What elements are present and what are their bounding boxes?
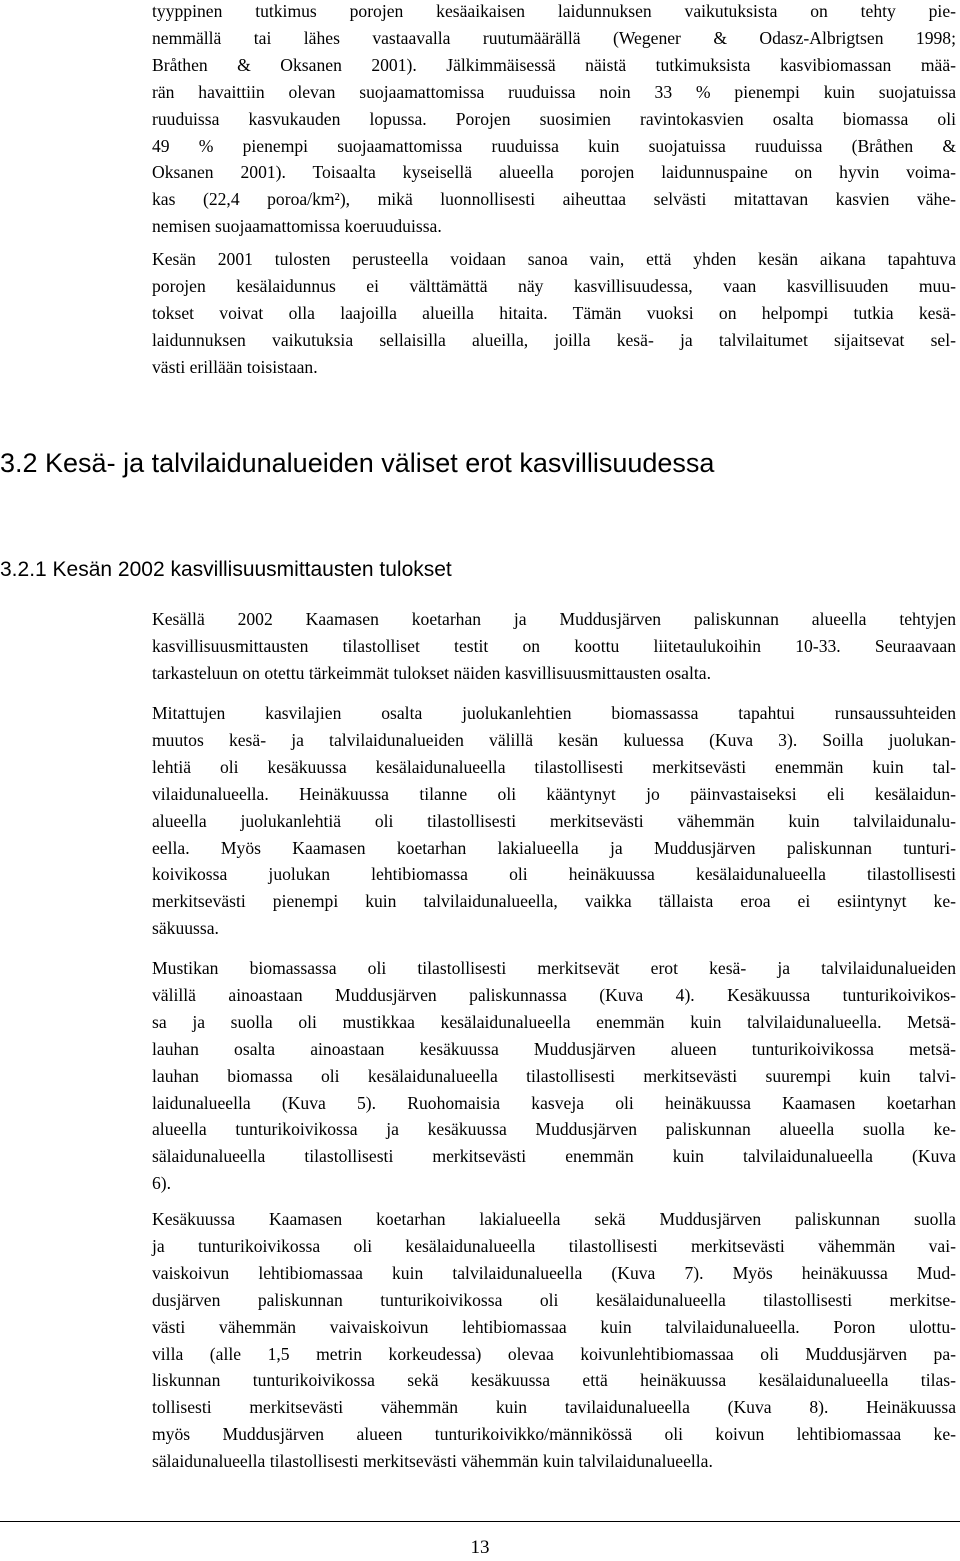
paragraph-line: nemisen suojaamattomissa koeruuduissa. — [152, 216, 442, 237]
paragraph-line: välillä ainoastaan Muddusjärven paliskunnassa (Kuva 4). Kesäkuussa tunturikoivikos- — [152, 984, 956, 1005]
paragraph-bog-bilberry — [152, 700, 956, 942]
paragraph-line: lauhan biomassa oli kesälaidunalueella tilastollisesti merkitsevästi suurempi kuin talvi- — [152, 1065, 956, 1086]
paragraph-line: Mustikan biomassassa oli tilastollisesti merkitsevät erot kesä- ja talvilaidunalueiden — [152, 958, 956, 978]
paragraph-line: säkuussa. — [152, 918, 219, 939]
paragraph-line: 49 % pienempi suojaamattomissa ruuduissa kuin suojatuissa ruuduissa (Bråthen & — [152, 135, 956, 156]
paragraph-summer-2001-results — [152, 246, 956, 381]
paragraph-line: vilaidunalueella. Heinäkuussa tilanne oli kääntynyt jo päinvastaiseksi eli kesälaidun- — [152, 783, 956, 804]
paragraph-line: 6). — [152, 1173, 172, 1194]
paragraph-line: nemmällä tai lähes vastaavalla ruutumäärällä (Wegener & Odasz-Albrigtsen 1998; — [152, 27, 956, 48]
paragraph-line: Bråthen & Oksanen 2001). Jälkimmäisessä näistä tutkimuksista kasvibiomassan mää- — [152, 54, 956, 75]
paragraph-line: alueella tunturikoivikossa ja kesäkuussa Muddusjärven paliskunnan alueella suolla ke- — [152, 1119, 956, 1140]
section-heading: 3.2 Kesä- ja talvilaidunalueiden väliset erot kasvillisuudessa — [0, 448, 715, 478]
paragraph-dwarf-birch — [152, 1206, 956, 1475]
paragraph-bilberry — [152, 955, 956, 1197]
paragraph-line: laidunalueella (Kuva 5). Ruohomaisia kasveja oli heinäkuussa Kaamasen koetarhan — [152, 1092, 956, 1113]
paragraph-line: Kesällä 2002 Kaamasen koetarhan ja Muddusjärven paliskunnan alueella tehtyjen — [152, 609, 956, 629]
paragraph-line: tollisesti merkitsevästi vähemmän kuin tavilaidunalueella (Kuva 8). Heinäkuussa — [152, 1397, 956, 1418]
subsection-heading: 3.2.1 Kesän 2002 kasvillisuusmittausten tulokset — [0, 558, 452, 581]
paragraph-line: sa ja suolla oli mustikkaa kesälaidunalueella enemmän kuin talvilaidunalueella. Metsä- — [152, 1011, 956, 1032]
paragraph-line: västi vähemmän vaivaiskoivun lehtibiomassaa kuin talvilaidunalueella. Poron ulottu- — [152, 1316, 956, 1337]
paragraph-line: tarkasteluun on otettu tärkeimmät tulokset näiden kasvillisuusmittausten osalta. — [152, 662, 711, 683]
paragraph-line: ruuduissa kasvukauden lopussa. Porojen suosimien ravintokasvien osalta biomassa oli — [152, 108, 956, 129]
paragraph-line: muutos kesä- ja talvilaidunalueiden välillä kesän kuluessa (Kuva 3). Soilla juolukan- — [152, 729, 956, 750]
paragraph-line: sälaidunalueella tilastollisesti merkitsevästi vähemmän kuin talvilaidunalueella. — [152, 1451, 713, 1472]
paragraph-line: ja tunturikoivikossa oli kesälaidunalueella tilastollisesti merkitsevästi vähemmän vai- — [152, 1235, 956, 1256]
paragraph-line: Kesän 2001 tulosten perusteella voidaan sanoa vain, että yhden kesän aikana tapahtuva — [152, 249, 956, 269]
paragraph-line: sälaidunalueella tilastollisesti merkitsevästi enemmän kuin talvilaidunalueella (Kuva — [152, 1146, 956, 1167]
paragraph-line: villa (alle 1,5 metrin korkeudessa) olevaa koivunlehtibiomassaa oli Muddusjärven pa- — [152, 1343, 956, 1364]
paragraph-line: laidunnuksen vaikutuksia sellaisilla alueilla, joilla kesä- ja talvilaitumet sijaitsevat sel- — [152, 329, 956, 350]
paragraph-line: västi erillään toisistaan. — [152, 356, 318, 377]
paragraph-line: tokset voivat olla laajoilla alueilla hitaita. Tämän vuoksi on helpompi tutkia kesä- — [152, 302, 956, 323]
paragraph-line: kas (22,4 poroa/km²), mikä luonnollisesti aiheuttaa selvästi mitattavan kasvien vähe- — [152, 189, 956, 210]
paragraph-line: eella. Myös Kaamasen koetarhan lakialueella ja Muddusjärven paliskunnan tunturi- — [152, 837, 956, 858]
paragraph-line: Kesäkuussa Kaamasen koetarhan lakialueella sekä Muddusjärven paliskunnan suolla — [152, 1209, 956, 1229]
paragraph-line: merkitsevästi pienempi kuin talvilaidunalueella, vaikka tällaista eroa ei esiintynyt ke- — [152, 891, 956, 912]
paragraph-line: porojen kesälaidunnus ei välttämättä näy kasvillisuudessa, vaan kasvillisuuden muu- — [152, 275, 956, 296]
paragraph-line: vaiskoivun lehtibiomassaa kuin talvilaidunalueella (Kuva 7). Myös heinäkuussa Mud- — [152, 1262, 956, 1283]
paragraph-summer-2002-intro — [152, 606, 956, 687]
paragraph-line: Oksanen 2001). Toisaalta kyseisellä alueella porojen laidunnuspaine on hyvin voima- — [152, 162, 956, 183]
paragraph-line: myös Muddusjärven alueen tunturikoivikko/männikössä oli koivun lehtibiomassaa ke- — [152, 1424, 956, 1445]
paragraph-line: rän havaittiin olevan suojaamattomissa ruuduissa noin 33 % pienempi kuin suojatuissa — [152, 81, 956, 102]
paragraph-line: dusjärven paliskunnan tunturikoivikossa oli kesälaidunalueella tilastollisesti merkitse- — [152, 1289, 956, 1310]
footer-divider — [0, 1521, 960, 1522]
paragraph-line: lehtiä oli kesäkuussa kesälaidunalueella tilastollisesti merkitsevästi enemmän kuin tal- — [152, 756, 956, 777]
paragraph-line: liskunnan tunturikoivikossa sekä kesäkuussa että heinäkuussa kesälaidunalueella tilas- — [152, 1370, 956, 1391]
paragraph-line: lauhan osalta ainoastaan kesäkuussa Muddusjärven alueen tunturikoivikossa metsä- — [152, 1038, 956, 1059]
paragraph-line: tyyppinen tutkimus porojen kesäaikaisen laidunnuksen vaikutuksista on tehty pie- — [152, 1, 956, 21]
paragraph-line: koivikossa juolukan lehtibiomassa oli heinäkuussa kesälaidunalueella tilastollisesti — [152, 864, 956, 885]
paragraph-line: Mitattujen kasvilajien osalta juolukanlehtien biomassassa tapahtui runsaussuhteiden — [152, 703, 956, 723]
paragraph-line: alueella juolukanlehtiä oli tilastollisesti merkitsevästi vähemmän kuin talvilaidunalu- — [152, 810, 956, 831]
page-number: 13 — [470, 1537, 490, 1558]
paragraph-grazing-study — [152, 0, 956, 240]
paragraph-line: kasvillisuusmittausten tilastolliset testit on koottu liitetaulukoihin 10-33. Seuraavaan — [152, 635, 956, 656]
